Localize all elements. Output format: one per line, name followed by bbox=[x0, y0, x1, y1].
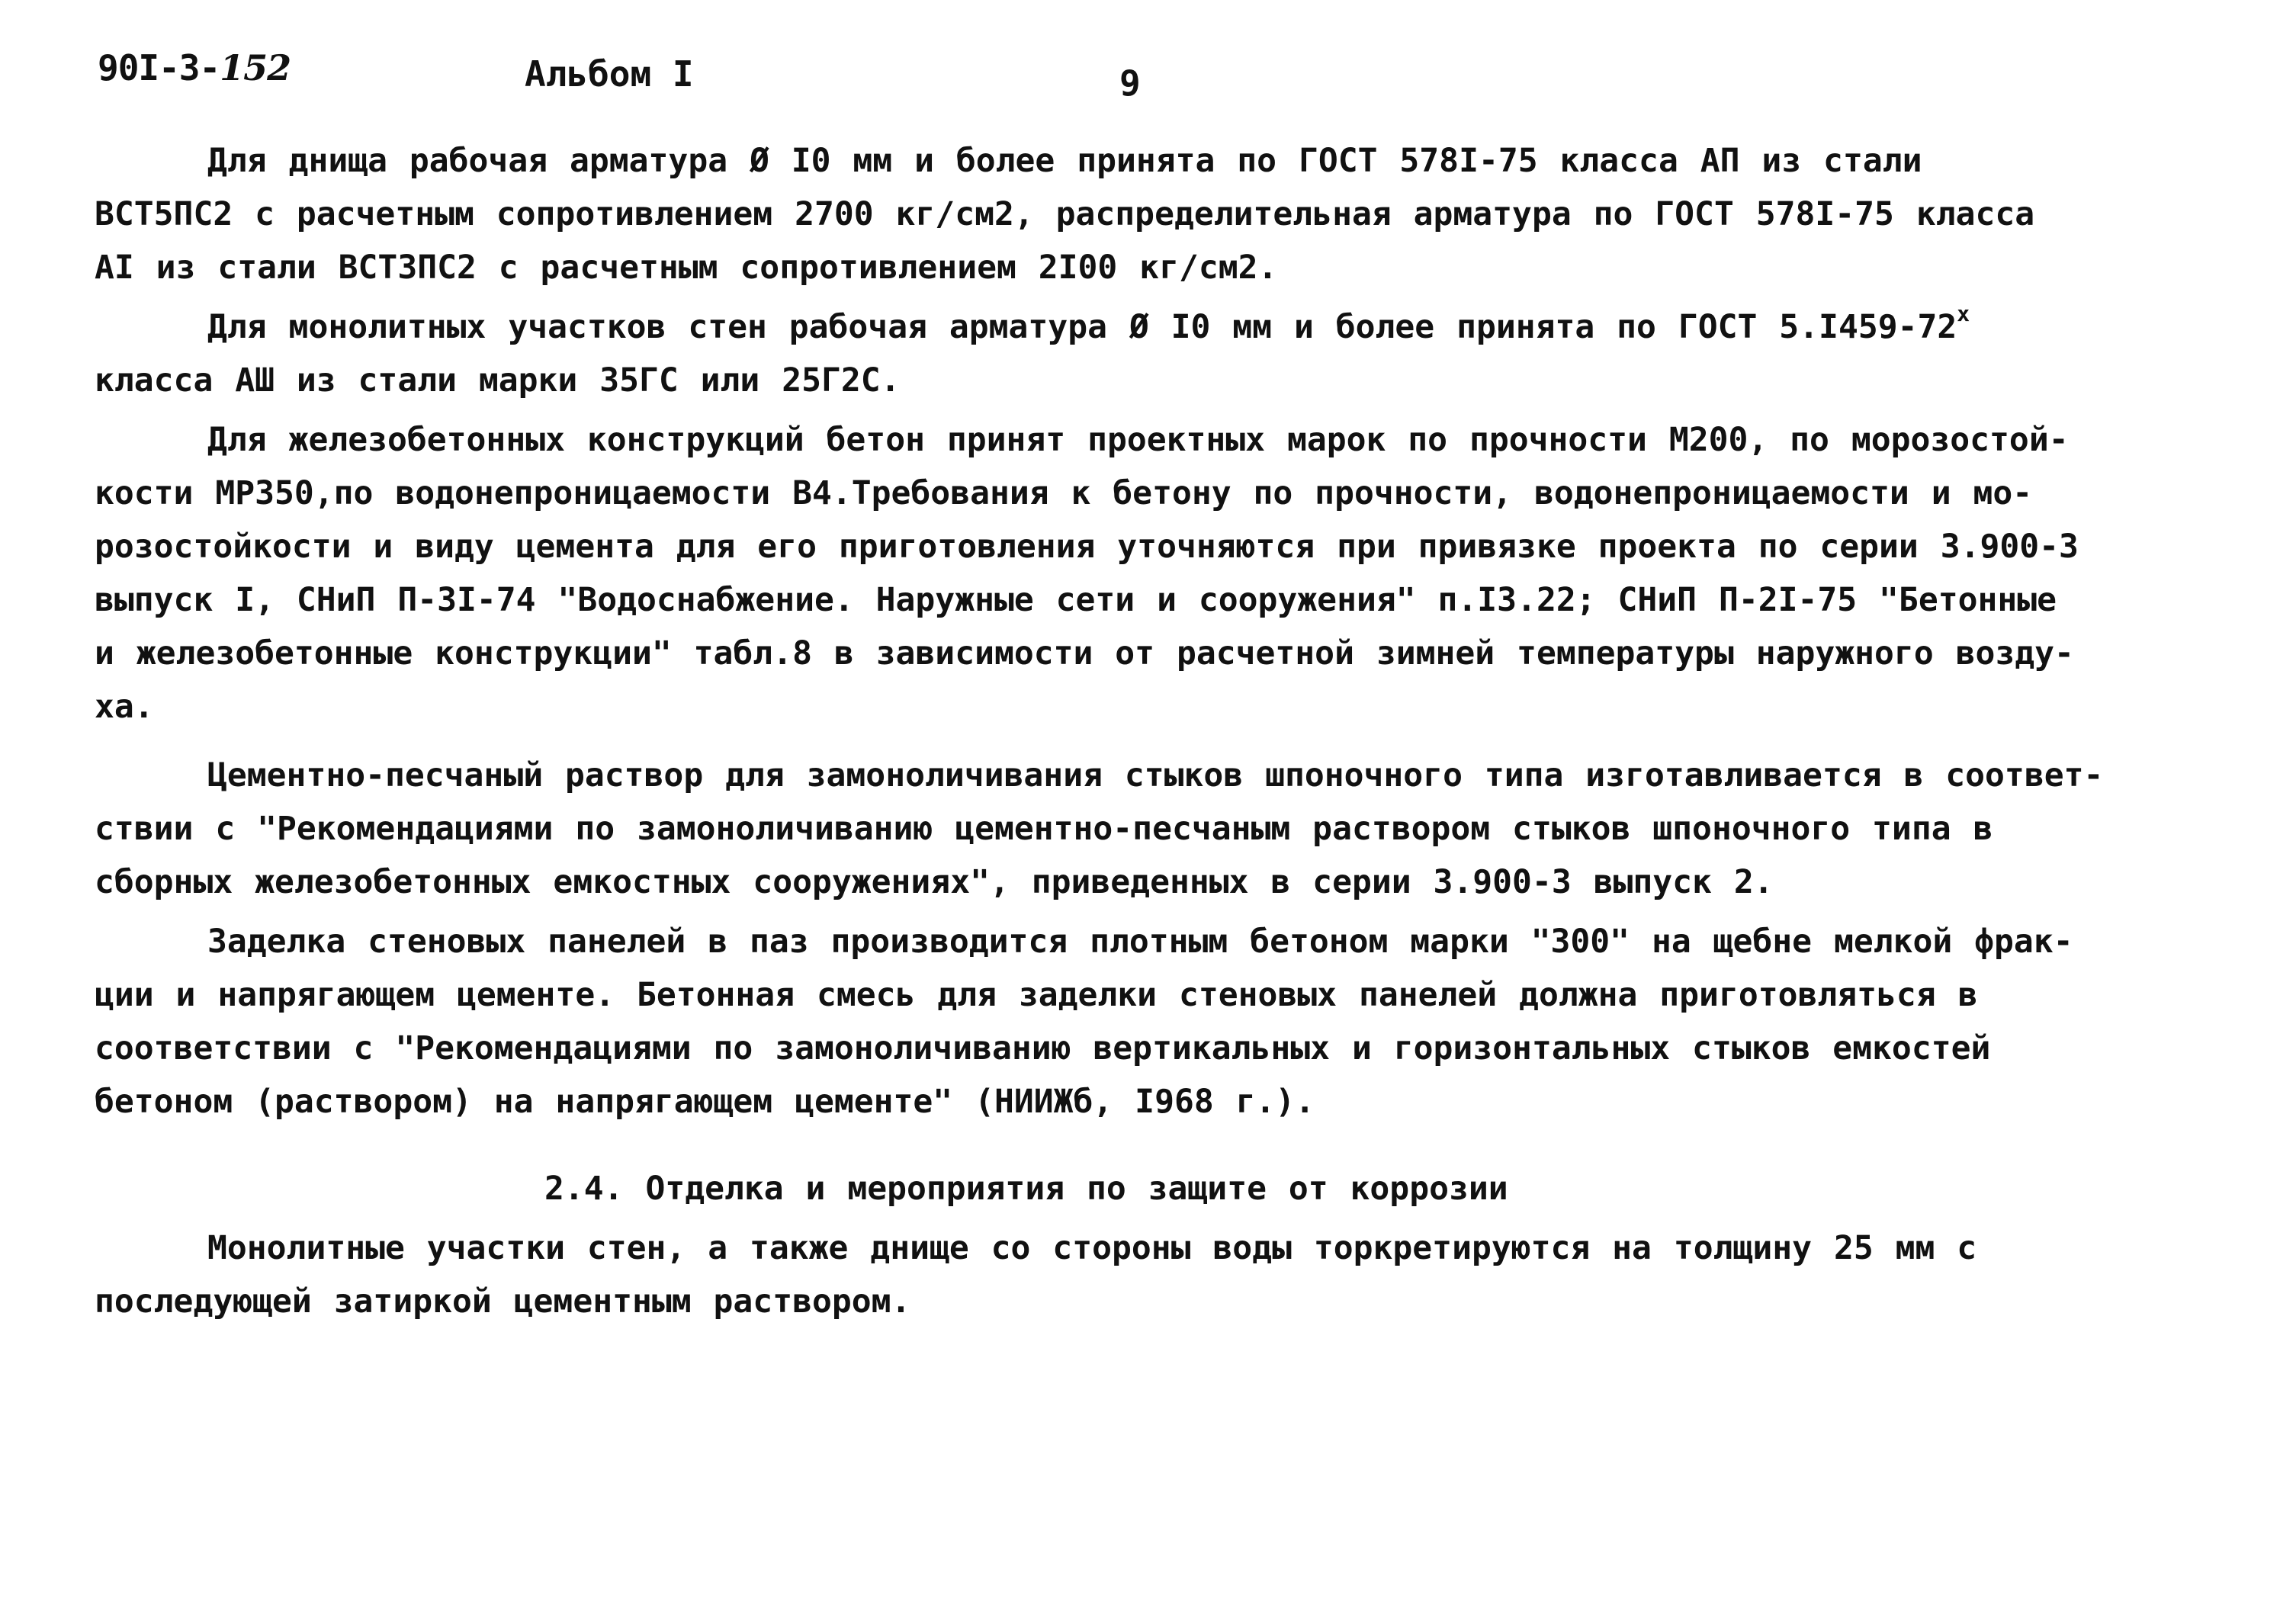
text-line: выпуск I, СНиП П-3I-74 "Водоснабжение. Наружные сети и сооружения" п.I3.22; СНиП П-2I-75 "Бетонные bbox=[95, 581, 2057, 619]
text-line: Цементно-песчаный раствор для замоноличивания стыков шпоночного типа изготавливается в соответ- bbox=[207, 756, 2104, 794]
paragraph-concrete-requirements bbox=[95, 413, 2230, 733]
text-line: кости МРЗ50,по водонепроницаемости В4.Требования к бетону по прочности, водонепроницаемости и мо- bbox=[95, 474, 2033, 512]
text-line: ха. bbox=[95, 688, 154, 726]
paragraph-bottom-reinforcement bbox=[95, 134, 2230, 294]
document-code-prefix: 90I-3- bbox=[98, 47, 220, 88]
text-line-main: Для монолитных участков стен рабочая арматура Ø I0 мм и более принята по ГОСТ 5.I459-72 bbox=[207, 308, 1957, 346]
text-line: соответствии с "Рекомендациями по замоноличиванию вертикальных и горизонтальных стыков емкостей bbox=[95, 1029, 1991, 1067]
paragraph-wall-panel-embedding bbox=[95, 915, 2230, 1128]
text-line: Заделка стеновых панелей в паз производится плотным бетоном марки "300" на щебне мелкой фрак- bbox=[207, 923, 2073, 961]
section-heading: 2.4. Отделка и мероприятия по защите от коррозии bbox=[544, 1170, 1508, 1208]
text-line: Для днища рабочая арматура Ø I0 мм и более принята по ГОСТ 578I-75 класса АП из стали bbox=[207, 142, 1922, 180]
text-line: и железобетонные конструкции" табл.8 в зависимости от расчетной зимней температуры наружного возду- bbox=[95, 634, 2074, 672]
page-number: 9 bbox=[1119, 63, 1141, 104]
text-line: ции и напрягающем цементе. Бетонная смесь для заделки стеновых панелей должна приготовляться в bbox=[95, 976, 1978, 1014]
text-line: класса АШ из стали марки 35ГС или 25Г2С. bbox=[95, 361, 901, 400]
album-label: Альбом I bbox=[525, 53, 694, 95]
text-line: Монолитные участки стен, а также днище со стороны воды торкретируются на толщину 25 мм с bbox=[207, 1229, 1977, 1267]
superscript-x: x bbox=[1957, 301, 1970, 326]
text-line bbox=[95, 300, 2230, 354]
text-line: сборных железобетонных емкостных сооружениях", приведенных в серии 3.900-3 выпуск 2. bbox=[95, 863, 1774, 901]
paragraph-corrosion-protection bbox=[95, 1221, 2230, 1328]
text-line: розостойкости и виду цемента для его приготовления уточняются при привязке проекта по серии 3.900-3 bbox=[95, 528, 2079, 566]
text-line: ВСТ5ПС2 с расчетным сопротивлением 2700 кг/см2, распределительная арматура по ГОСТ 578I-75 класса bbox=[95, 195, 2035, 233]
document-code-handwritten: 152 bbox=[220, 47, 291, 88]
text-line: ствии с "Рекомендациями по замоноличиванию цементно-песчаным раствором стыков шпоночного типа в bbox=[95, 810, 1993, 848]
body-text bbox=[95, 134, 2230, 1328]
text-line: бетоном (раствором) на напрягающем цементе" (НИИЖб, I968 г.). bbox=[95, 1083, 1315, 1121]
document-code bbox=[98, 47, 291, 88]
paragraph-monolithic-walls bbox=[95, 300, 2230, 407]
text-line: AI из стали ВСТ3ПС2 с расчетным сопротивлением 2I00 кг/см2. bbox=[95, 249, 1278, 287]
paragraph-cement-sand-mortar bbox=[95, 749, 2230, 909]
text-line: Для железобетонных конструкций бетон принят проектных марок по прочности М200, по морозостой- bbox=[207, 421, 2069, 459]
page-header bbox=[98, 47, 2233, 116]
text-line: последующей затиркой цементным раствором. bbox=[95, 1282, 911, 1321]
